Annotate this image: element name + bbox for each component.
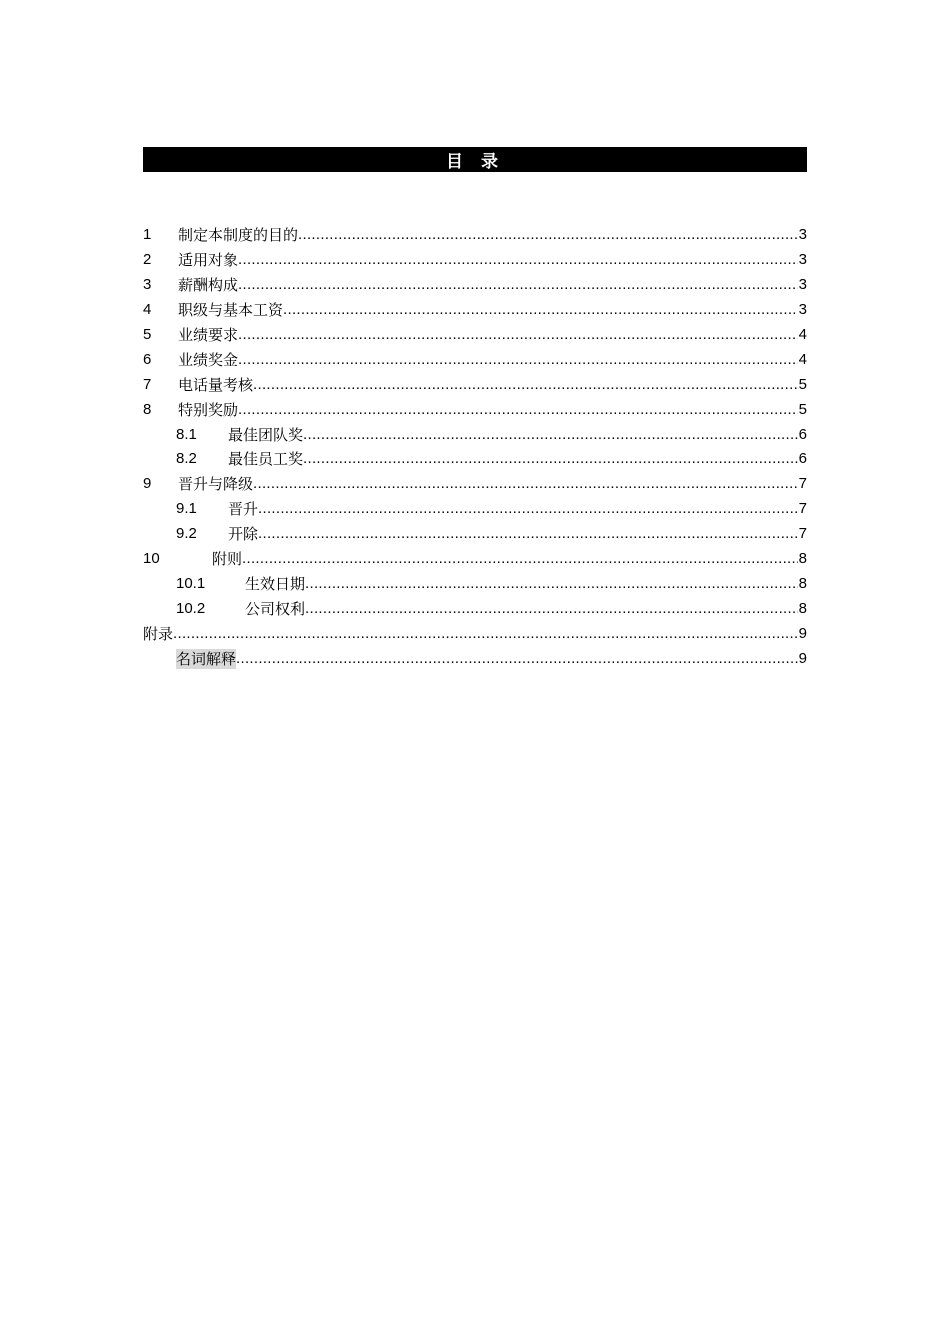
toc-entry-number: 10.2 bbox=[176, 599, 206, 617]
toc-entry-number: 1 bbox=[143, 226, 152, 244]
toc-entry-title: 附录 bbox=[143, 624, 174, 643]
toc-dot-leader bbox=[303, 425, 798, 445]
toc-subentry[interactable] bbox=[143, 571, 807, 596]
toc-dot-leader bbox=[258, 524, 798, 544]
toc-appendix-entry[interactable] bbox=[143, 621, 807, 646]
toc-entry-page: 3 bbox=[798, 226, 807, 244]
toc-dot-leader bbox=[253, 375, 798, 395]
toc-entry-number: 9.2 bbox=[176, 525, 197, 543]
toc-dot-leader bbox=[305, 599, 798, 619]
toc-dot-leader bbox=[238, 250, 798, 270]
toc-subentry[interactable] bbox=[143, 422, 807, 447]
toc-entry[interactable] bbox=[143, 323, 807, 348]
toc-appendix-subentry[interactable] bbox=[143, 646, 807, 671]
toc-entry-title: 晋升与降级 bbox=[178, 475, 254, 494]
toc-entry-page: 3 bbox=[798, 276, 807, 294]
toc-entry-title: 名词解释 bbox=[176, 649, 237, 668]
toc-entry-number: 7 bbox=[143, 375, 152, 393]
toc-subentry[interactable] bbox=[143, 596, 807, 621]
toc-entry-title: 制定本制度的目的 bbox=[178, 226, 299, 245]
toc-entry-page: 7 bbox=[798, 500, 807, 518]
toc-dot-leader bbox=[258, 499, 798, 519]
toc-entry-number: 9.1 bbox=[176, 500, 197, 518]
toc-entry-title: 最佳员工奖 bbox=[228, 450, 304, 469]
toc-entry-number: 10 bbox=[143, 550, 160, 568]
toc-entry[interactable] bbox=[143, 223, 807, 248]
toc-entry-page: 5 bbox=[798, 375, 807, 393]
toc-entry-page: 5 bbox=[798, 400, 807, 418]
toc-entry-title: 开除 bbox=[228, 525, 259, 544]
toc-entry-page: 7 bbox=[798, 525, 807, 543]
toc-entry-number: 4 bbox=[143, 301, 152, 319]
toc-entry-page: 3 bbox=[798, 301, 807, 319]
toc-dot-leader bbox=[238, 400, 798, 420]
toc-entry-title: 薪酬构成 bbox=[178, 276, 239, 295]
toc-entry-title: 职级与基本工资 bbox=[178, 301, 284, 320]
toc-entry-page: 8 bbox=[798, 599, 807, 617]
toc-entry-title: 最佳团队奖 bbox=[228, 425, 304, 444]
toc-subentry[interactable] bbox=[143, 522, 807, 547]
toc-subentry[interactable] bbox=[143, 447, 807, 472]
toc-entry-number: 3 bbox=[143, 276, 152, 294]
toc-dot-leader bbox=[238, 325, 798, 345]
toc-dot-leader bbox=[298, 225, 798, 245]
toc-entry[interactable] bbox=[143, 347, 807, 372]
toc-dot-leader bbox=[283, 300, 798, 320]
toc-entry-title: 公司权利 bbox=[245, 599, 306, 618]
toc-entry-title: 生效日期 bbox=[245, 574, 306, 593]
toc-entry[interactable] bbox=[143, 372, 807, 397]
toc-entry-page: 7 bbox=[798, 475, 807, 493]
toc-dot-leader bbox=[238, 275, 798, 295]
toc-heading: 目 录 bbox=[143, 147, 807, 172]
toc-dot-leader bbox=[242, 549, 798, 569]
toc-entry-page: 6 bbox=[798, 425, 807, 443]
toc-subentry[interactable] bbox=[143, 497, 807, 522]
toc-entry-number: 10.1 bbox=[176, 574, 206, 592]
toc-entry-title: 附则 bbox=[212, 550, 243, 569]
toc-entry-title: 特别奖励 bbox=[178, 400, 239, 419]
toc-entry-title: 晋升 bbox=[228, 500, 259, 519]
toc-entry-page: 9 bbox=[798, 624, 807, 642]
toc-entry-page: 8 bbox=[798, 550, 807, 568]
toc-entry-title: 电话量考核 bbox=[178, 375, 254, 394]
toc-entry[interactable] bbox=[143, 547, 807, 572]
toc-entry-title: 业绩奖金 bbox=[178, 350, 239, 369]
toc-entry[interactable] bbox=[143, 298, 807, 323]
toc-entry[interactable] bbox=[143, 273, 807, 298]
toc-entry-page: 4 bbox=[798, 350, 807, 368]
toc-entry[interactable] bbox=[143, 397, 807, 422]
toc-entry-number: 2 bbox=[143, 251, 152, 269]
toc-entry[interactable] bbox=[143, 248, 807, 273]
toc-entry-number: 5 bbox=[143, 326, 152, 343]
toc-dot-leader bbox=[305, 574, 798, 594]
toc-entry-title: 业绩要求 bbox=[178, 326, 239, 344]
toc-dot-leader bbox=[236, 649, 798, 669]
toc-entry-page: 6 bbox=[798, 450, 807, 468]
toc-entry-number: 9 bbox=[143, 475, 152, 493]
toc-entry-number: 6 bbox=[143, 350, 152, 368]
toc-entry-page: 8 bbox=[798, 574, 807, 592]
toc-dot-leader bbox=[173, 624, 798, 644]
table-of-contents bbox=[143, 223, 807, 671]
toc-dot-leader bbox=[253, 474, 798, 494]
toc-entry-number: 8.2 bbox=[176, 450, 197, 468]
toc-entry-page: 4 bbox=[798, 326, 807, 343]
toc-entry-page: 9 bbox=[798, 649, 807, 667]
toc-entry-number: 8 bbox=[143, 400, 152, 418]
toc-entry-title: 适用对象 bbox=[178, 251, 239, 270]
toc-entry-page: 3 bbox=[798, 251, 807, 269]
toc-entry-number: 8.1 bbox=[176, 425, 197, 443]
toc-entry[interactable] bbox=[143, 472, 807, 497]
toc-dot-leader bbox=[238, 350, 798, 370]
toc-dot-leader bbox=[303, 449, 798, 469]
